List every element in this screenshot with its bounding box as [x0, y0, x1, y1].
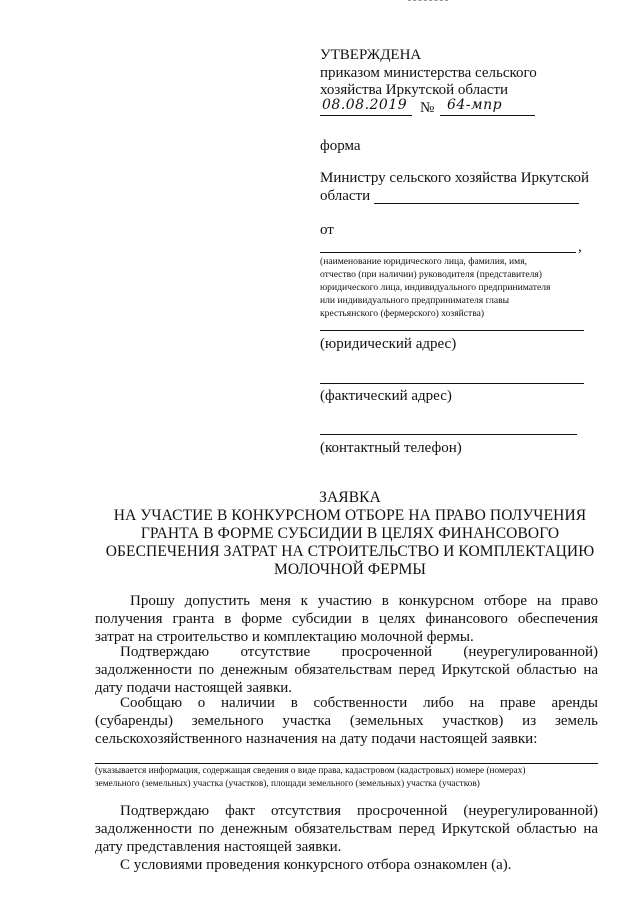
land-caption-2: земельного (земельных) участка (участков), площади земельного (земельных) участка (участков)	[95, 779, 480, 789]
comma: ,	[578, 239, 582, 255]
approval-heading: УТВЕРЖДЕНА	[320, 47, 422, 63]
addressee-line-1: Министру сельского хозяйства Иркутской	[320, 170, 590, 186]
land-caption-1: (указывается информация, содержащая сведения о виде права, кадастровом (кадастровых) номере (номерах)	[95, 766, 526, 776]
approval-number-sign: №	[420, 100, 435, 116]
paragraph-line: сельскохозяйственного назначения на дату подачи настоящей заявки:	[95, 731, 538, 747]
paragraph-request	[95, 592, 598, 646]
approval-number-handwritten: 64-мпр	[447, 97, 503, 113]
date-underline	[320, 115, 412, 116]
paragraph-line: дату подачи настоящей заявки.	[95, 680, 293, 696]
applicant-caption-3: юридического лица, индивидуального предпринимателя	[320, 282, 551, 293]
paragraph-conditions: С условиями проведения конкурсного отбора ознакомлен (а).	[120, 857, 512, 873]
addressee-line-2: области	[320, 188, 371, 204]
document-title-5: МОЛОЧНОЙ ФЕРМЫ	[273, 561, 427, 578]
approval-ministry-line: хозяйства Иркутской области	[320, 82, 509, 98]
actual-address-line	[320, 383, 584, 384]
paragraph-debt-confirm	[95, 802, 598, 856]
legal-address-line	[320, 330, 584, 331]
phone-line	[320, 434, 577, 435]
approval-order-line: приказом министерства сельского	[320, 65, 537, 81]
document-title-2: НА УЧАСТИЕ В КОНКУРСНОМ ОТБОРЕ НА ПРАВО ПОЛУЧЕНИЯ	[113, 507, 587, 524]
paragraph-land	[95, 694, 598, 748]
form-label: форма	[320, 138, 361, 154]
applicant-caption-5: крестьянского (фермерского) хозяйства)	[320, 308, 485, 319]
document-title-1: ЗАЯВКА	[319, 489, 381, 506]
paragraph-line: задолженности по денежным обязательствам перед Иркутской областью на	[95, 662, 598, 678]
paragraph-line: получения гранта в форме субсидии в целях финансового обеспечения	[95, 611, 598, 627]
approval-date-handwritten: 08.08.2019	[322, 97, 408, 113]
paragraph-line: Подтверждаю факт отсутствия просроченной (неурегулированной)	[120, 803, 598, 819]
document-title-3: ГРАНТА В ФОРМЕ СУБСИДИИ В ЦЕЛЯХ ФИНАНСОВОГО	[140, 525, 560, 542]
addressee-fill-line	[374, 203, 579, 204]
paragraph-line: (субаренды) земельного участка (земельных участков) из земель	[95, 713, 598, 729]
number-underline	[440, 115, 535, 116]
phone-label: (контактный телефон)	[320, 440, 462, 456]
applicant-caption-2: отчество (при наличии) руководителя (представителя)	[320, 269, 543, 280]
paragraph-line: затрат на строительство и комплектацию молочной фермы.	[95, 629, 474, 645]
paragraph-no-debt	[95, 643, 598, 697]
legal-address-label: (юридический адрес)	[320, 336, 457, 352]
actual-address-label: (фактический адрес)	[320, 388, 452, 404]
applicant-fill-line	[320, 252, 576, 253]
scan-edge-mark	[408, 0, 448, 1]
applicant-caption-4: или индивидуального предпринимателя главы	[320, 295, 510, 306]
paragraph-line: Подтверждаю отсутствие просроченной (неурегулированной)	[120, 644, 598, 660]
paragraph-line: дату представления настоящей заявки.	[95, 839, 342, 855]
paragraph-line: Прошу допустить меня к участию в конкурсном отборе на право	[130, 593, 598, 609]
document-title-4: ОБЕСПЕЧЕНИЯ ЗАТРАТ НА СТРОИТЕЛЬСТВО И КОМПЛЕКТАЦИЮ	[105, 543, 595, 560]
from-label: от	[320, 222, 334, 238]
paragraph-line: Сообщаю о наличии в собственности либо на праве аренды	[120, 695, 598, 711]
applicant-caption-1: (наименование юридического лица, фамилия, имя,	[320, 256, 528, 267]
paragraph-line: задолженности по денежным обязательствам перед Иркутской областью на	[95, 821, 598, 837]
